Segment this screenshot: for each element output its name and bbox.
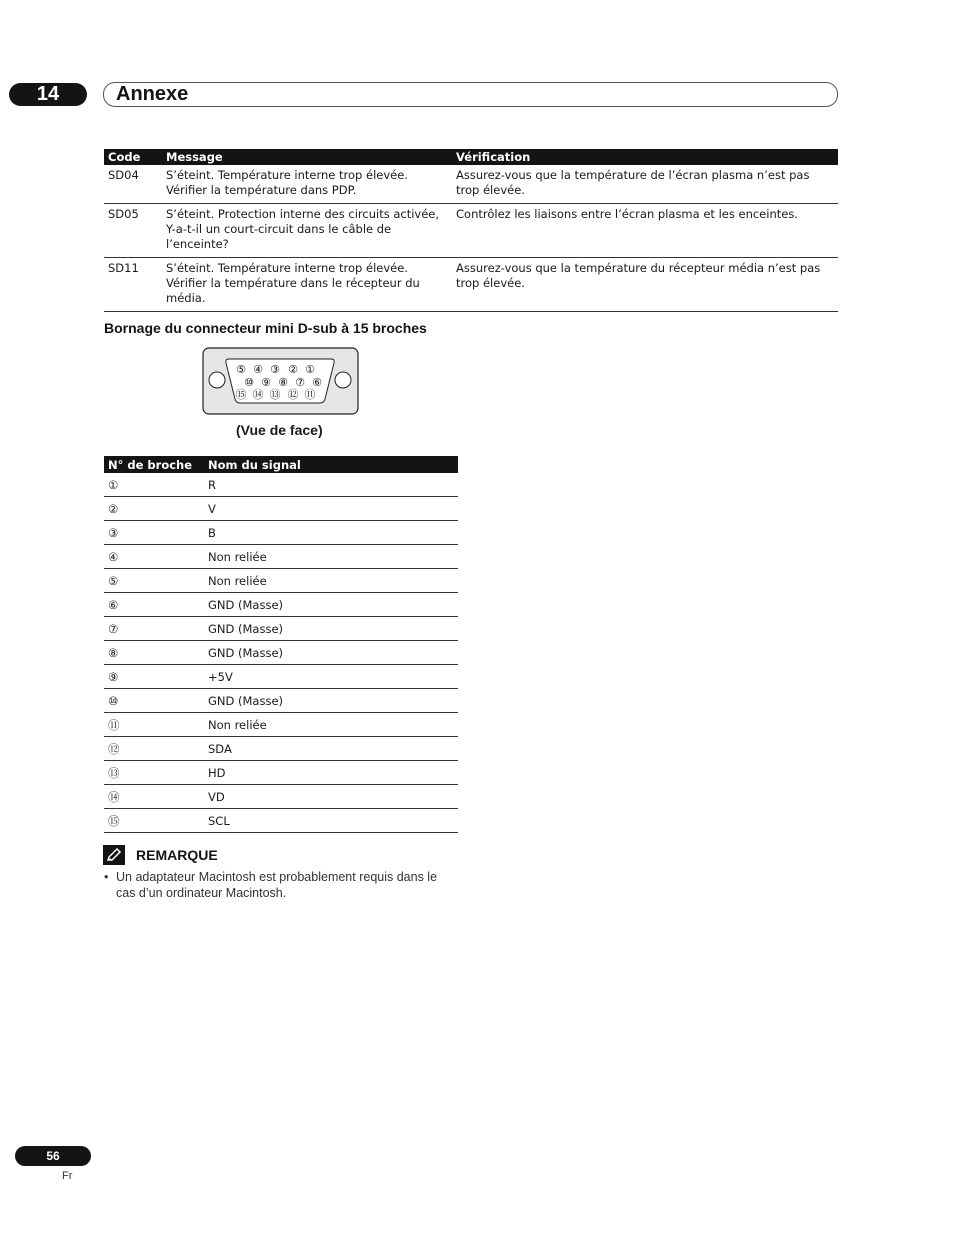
signal-name: Non reliée [204,545,458,569]
pin-label: ⑨ [261,376,271,389]
pin-label: ④ [253,363,263,376]
pin-number: ⑥ [104,593,204,617]
pin-label: ③ [270,363,280,376]
signal-name: Non reliée [204,713,458,737]
message-line: S’éteint. Protection interne des circuits activée, [166,207,440,221]
signal-name: B [204,521,458,545]
pin-number: ⑪ [104,713,204,737]
pin-label: ⑬ [269,388,281,401]
pencil-icon [103,845,125,865]
signal-name: V [204,497,458,521]
pin-label: ⑮ [235,388,247,401]
pin-label: ⑤ [236,363,246,376]
chapter-number: 14 [9,83,87,106]
signal-name: +5V [204,665,458,689]
code-cell: SD05 [104,204,162,258]
message-line: S’éteint. Température interne trop élevée. [166,168,408,182]
table-row [104,617,458,641]
screw-hole-right [335,372,351,388]
pin-label: ⑦ [295,376,305,389]
table-row [104,258,838,312]
code-cell: SD04 [104,165,162,204]
table-row [104,473,458,497]
pin-number: ④ [104,545,204,569]
screw-hole-left [209,372,225,388]
table-row [104,204,838,258]
table-row [104,761,458,785]
verification-cell: Contrôlez les liaisons entre l’écran plasma et les enceintes. [452,204,838,258]
pin-label: ① [305,363,315,376]
pin-number: ⑫ [104,737,204,761]
pin-number: ⑮ [104,809,204,833]
note-text: Un adaptateur Macintosh est probablement requis dans le cas d’un ordinateur Macintosh. [116,870,438,900]
table-row [104,593,458,617]
chapter-header [103,82,838,107]
pin-number: ① [104,473,204,497]
column-header-signal: Nom du signal [204,456,458,473]
signal-name: R [204,473,458,497]
pin-number: ② [104,497,204,521]
pin-assignment-table [104,456,458,833]
pin-number: ⑩ [104,689,204,713]
pin-number: ⑤ [104,569,204,593]
table-row [104,737,458,761]
table-row [104,521,458,545]
verification-cell: Assurez-vous que la température de l’écran plasma n’est pas trop élevée. [452,165,838,204]
column-header-code: Code [104,149,162,165]
pin-label: ⑫ [287,388,299,401]
pin-label: ⑩ [244,376,254,389]
message-cell [162,165,452,204]
table-row [104,689,458,713]
pin-number: ⑧ [104,641,204,665]
language-code: Fr [62,1170,73,1182]
pin-number: ③ [104,521,204,545]
code-cell: SD11 [104,258,162,312]
table-row [104,497,458,521]
signal-name: HD [204,761,458,785]
pin-label: ⑧ [278,376,288,389]
message-line: Vérifier la température dans le récepteur du média. [166,276,420,305]
section-title: Bornage du connecteur mini D-sub à 15 broches [104,320,427,336]
table-row [104,569,458,593]
signal-name: GND (Masse) [204,689,458,713]
signal-name: GND (Masse) [204,617,458,641]
table-row [104,165,838,204]
page-number: 56 [15,1146,91,1166]
chapter-title: Annexe [116,83,189,105]
table-row [104,665,458,689]
signal-name: Non reliée [204,569,458,593]
error-code-table [104,149,838,312]
signal-name: SDA [204,737,458,761]
column-header-pin: N° de broche [104,456,204,473]
message-line: Y-a-t-il un court-circuit dans le câble de l’enceinte? [166,222,392,251]
pin-label: ⑭ [252,388,264,401]
pin-number: ⑦ [104,617,204,641]
pin-number: ⑭ [104,785,204,809]
table-row [104,641,458,665]
pin-label: ② [288,363,298,376]
table-header-row [104,456,458,473]
pin-number: ⑨ [104,665,204,689]
message-cell [162,258,452,312]
signal-name: VD [204,785,458,809]
message-line: S’éteint. Température interne trop élevée. [166,261,408,275]
table-row [104,545,458,569]
message-line: Vérifier la température dans PDP. [166,183,357,197]
note-title: REMARQUE [136,847,218,863]
signal-name: GND (Masse) [204,593,458,617]
pin-number: ⑬ [104,761,204,785]
table-row [104,713,458,737]
pin-label: ⑥ [312,376,322,389]
message-cell [162,204,452,258]
dsub-connector-diagram [202,347,360,417]
column-header-message: Message [162,149,452,165]
verification-cell: Assurez-vous que la température du récepteur média n’est pas trop élevée. [452,258,838,312]
signal-name: SCL [204,809,458,833]
signal-name: GND (Masse) [204,641,458,665]
view-label: (Vue de face) [236,422,323,438]
table-row [104,785,458,809]
bullet: • [104,870,109,884]
table-header-row [104,149,838,165]
note-item [104,869,459,901]
column-header-verification: Vérification [452,149,838,165]
table-row [104,809,458,833]
pin-label: ⑪ [304,388,316,401]
